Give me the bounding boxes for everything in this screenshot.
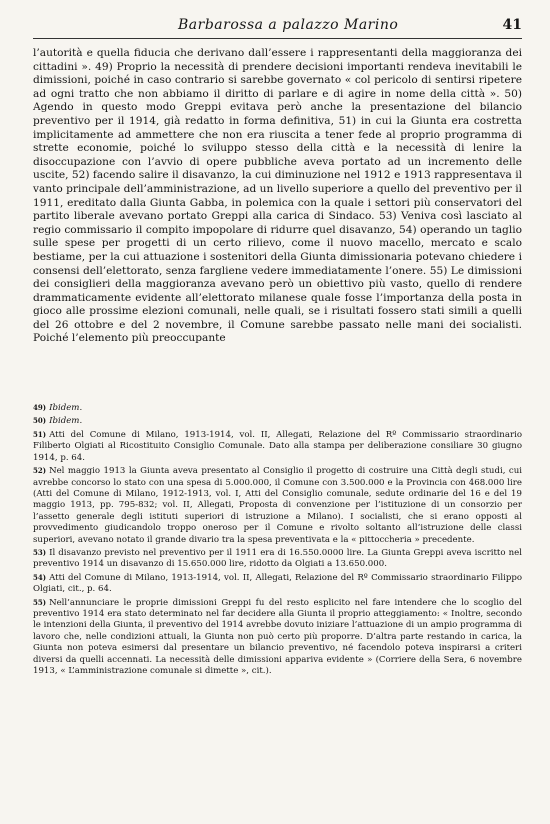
footnote-number: 53) xyxy=(33,547,47,557)
footnotes xyxy=(33,402,522,677)
footnote-53 xyxy=(33,547,522,571)
footnote-number: 54) xyxy=(33,572,47,582)
footnote-number: 55) xyxy=(33,597,47,607)
footnote-text: Ibidem. xyxy=(49,416,83,427)
footnote-text: Nell’annunciare le proprie dimissioni Greppi fu del resto esplicito nel fare intendere che lo scoglio del preventivo 1914 era stato determinato nel far decidere alla Giunta il proprio atteggiamento: « Inoltre, secondo le intenzioni della Giunta, il preventivo del 1914 avrebbe dovuto iniziare l’attuazione di un ampio programma di lavoro che, nelle condizioni attuali, la Giunta non può certo più proporre. D’altra parte restando in carica, la Giunta non poteva esimersi dal presentare un bilancio preventivo, né facendolo poteva inspirarsi a criteri diversi da quelli accennati. La necessità delle dimissioni appariva evidente » (Corriere della Sera, 6 novembre 1913, « L’amministrazione comunale si dimette », cit.). xyxy=(33,597,522,676)
footnote-text: Atti del Comune di Milano, 1913-1914, vol. II, Allegati, Relazione del Rº Commissario straordinario Filiberto Olgiati al Ricostituito Consiglio Comunale. Dato alla stampa per deliberazione consiliare 30 giugno 1914, p. 64. xyxy=(33,429,522,463)
footnote-55 xyxy=(33,597,522,678)
page-header xyxy=(33,14,522,39)
running-title: Barbarossa a palazzo Marino xyxy=(178,17,399,33)
footnote-49 xyxy=(33,402,522,414)
footnote-text: Il disavanzo previsto nel preventivo per il 1911 era di 16.550.0000 lire. La Giunta Greppi aveva iscritto nel preventivo 1914 un disavanzo di 15.650.000 lire, ridotto da Olgiati a 13.650.000. xyxy=(33,547,522,570)
footnote-text: Nel maggio 1913 la Giunta aveva presentato al Consiglio il progetto di costruire una Città degli studi, cui avrebbe concorso lo stato con una spesa di 5.000.000, il Comune con 3.500.000 e la Provincia con 468.000 lire (Atti del Comune di Milano, 1912-1913, vol. I, Atti del Consiglio comunale, sedute ordinarie del 16 e del 19 maggio 1913, pp. 795-832; vol. II, Allegati, Proposta di convenzione per l’istituzione di un consorzio per l’assetto generale degli istituti superiori di istruzione a Milano). I socialisti, che si erano opposti al provvedimento giudicandolo troppo oneroso per il Comune e rivolto soltanto all’istruzione delle classi superiori, avevano notato il grande divario tra la spesa preventivata e la « pittoccheria » precedente. xyxy=(33,466,522,545)
footnote-text: Ibidem. xyxy=(49,403,83,414)
footnote-number: 49) xyxy=(33,403,47,413)
footnote-50 xyxy=(33,415,522,427)
footnote-52 xyxy=(33,465,522,546)
footnote-number: 50) xyxy=(33,416,47,426)
footnote-text: Atti del Comune di Milano, 1913-1914, vol. II, Allegati, Relazione del Rº Commissario straordinario Filippo Olgiati, cit., p. 64. xyxy=(33,572,522,595)
footnote-51 xyxy=(33,429,522,464)
footnote-54 xyxy=(33,572,522,596)
footnote-number: 52) xyxy=(33,466,47,476)
footnote-number: 51) xyxy=(33,429,47,439)
page-number: 41 xyxy=(502,17,522,33)
main-text xyxy=(33,47,522,346)
body-paragraph: l’autorità e quella fiducia che derivano dall’essere i rappresentanti della maggioranza dei cittadini ». 49) Proprio la necessità di prendere decisioni importanti rendeva inevitabili le dimissioni, poiché in caso contrario si sarebbe governato « col pericolo di sentirsi ripetere ad ogni tratto che non abbiamo il diritto di parlare e di agire in nome della città ». 50) Agendo in questo modo Greppi evitava però anche la presentazione del bilancio preventivo per il 1914, già redatto in forma definitiva, 51) in cui la Giunta era costretta implicitamente ad ammettere che non era riuscita a tener fede al proprio programma di strette economie, poiché lo sviluppo stesso della città e la necessità di lenire la disoccupazione con l’avvio di opere pubbliche aveva portato ad un incremento delle uscite, 52) facendo salire il disavanzo, la cui diminuzione nel 1912 e 1913 rappresentava il vanto principale dell’amministrazione, ad un livello superiore a quello del preventivo per il 1911, ereditato dalla Giunta Gabba, in polemica con la quale i settori più conservatori del partito liberale avevano portato Greppi alla carica di Sindaco. 53) Veniva così lasciato al regio commissario il compito impopolare di ridurre quel disavanzo, 54) operando un taglio sulle spese per progetti di un certo rilievo, come il nuovo macello, mercato e scalo bestiame, per la cui attuazione i sostenitori della Giunta dimissionaria potevano chiedere i consensi dell’elettorato, senza fargliene vedere immediatamente l’onere. 55) Le dimissioni dei consiglieri della maggioranza avevano però un obiettivo più vasto, quello di rendere drammaticamente evidente all’elettorato milanese quale fosse l’importanza della posta in gioco alle prossime elezioni comunali, nelle quali, se i risultati fossero stati simili a quelli del 26 ottobre e del 2 novembre, il Comune sarebbe passato nelle mani dei socialisti. Poiché l’elemento più preoccupante xyxy=(33,47,522,345)
